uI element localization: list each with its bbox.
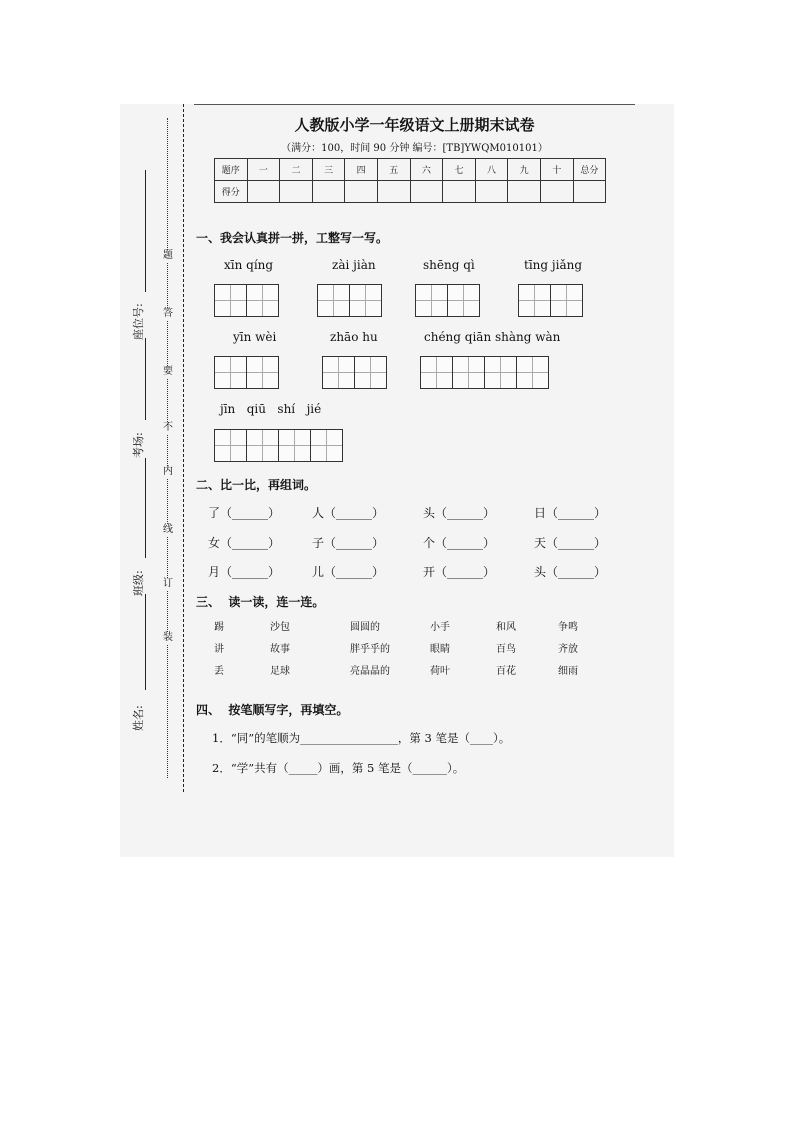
score-input[interactable]	[475, 181, 508, 203]
match-word[interactable]: 百鸟	[496, 644, 516, 655]
compare-item[interactable]: 天（______）	[534, 536, 607, 550]
score-table	[214, 158, 606, 203]
binding-char: 题	[163, 250, 173, 261]
score-input[interactable]	[540, 181, 573, 203]
pinyin-label: zài jiàn	[332, 258, 376, 272]
score-cell: 五	[377, 159, 410, 181]
writing-cell[interactable]	[349, 284, 382, 317]
pinyin-label: chéng qiān shàng wàn	[424, 330, 561, 344]
match-word[interactable]: 丢	[214, 666, 224, 677]
match-word[interactable]: 齐放	[558, 644, 578, 655]
binding-char: 订	[163, 578, 173, 589]
class-label: 班级:	[132, 570, 145, 596]
match-word[interactable]: 和风	[496, 622, 516, 633]
match-word[interactable]: 讲	[214, 644, 224, 655]
question-1[interactable]: 1．“同”的笔顺为_________________，第 3 笔是（____）。	[212, 731, 511, 745]
compare-item[interactable]: 头（______）	[423, 506, 496, 520]
score-input[interactable]	[508, 181, 541, 203]
binding-char: 内	[163, 466, 173, 477]
score-input[interactable]	[377, 181, 410, 203]
writing-cell[interactable]	[317, 284, 350, 317]
top-rule	[194, 104, 635, 105]
score-cell: 七	[443, 159, 476, 181]
match-word[interactable]: 眼睛	[430, 644, 450, 655]
exam-title: 人教版小学一年级语文上册期末试卷	[294, 116, 535, 134]
writing-cell[interactable]	[246, 429, 279, 462]
writing-cell[interactable]	[550, 284, 583, 317]
match-word[interactable]: 小手	[430, 622, 450, 633]
writing-cell[interactable]	[415, 284, 448, 317]
score-input[interactable]	[410, 181, 443, 203]
binding-line	[183, 104, 184, 792]
section2-heading: 二、比一比，再组词。	[196, 478, 317, 492]
name-label: 姓名:	[132, 705, 145, 731]
section4-heading: 四、 按笔顺写字，再填空。	[196, 703, 349, 717]
score-header-row	[215, 159, 606, 181]
score-input[interactable]	[573, 181, 606, 203]
writing-cell[interactable]	[322, 356, 355, 389]
writing-cell[interactable]	[452, 356, 485, 389]
compare-item[interactable]: 日（______）	[534, 506, 607, 520]
pinyin-label: yīn wèi	[233, 330, 277, 344]
score-input[interactable]	[247, 181, 280, 203]
seat-label: 座位号:	[132, 303, 145, 340]
match-word[interactable]: 百花	[496, 666, 516, 677]
writing-cell[interactable]	[484, 356, 517, 389]
room-label: 考场:	[132, 432, 145, 458]
pinyin-label: zhāo hu	[330, 330, 378, 344]
compare-item[interactable]: 了（______）	[208, 506, 281, 520]
binding-dotted-line	[167, 118, 168, 778]
seat-line	[145, 170, 146, 292]
room-line	[145, 338, 146, 420]
writing-cell[interactable]	[447, 284, 480, 317]
writing-cell[interactable]	[214, 284, 247, 317]
binding-char: 不	[163, 422, 173, 433]
match-word[interactable]: 圆圆的	[350, 622, 380, 633]
pinyin-label: jīn qiū shí jié	[220, 402, 322, 416]
match-word[interactable]: 胖乎乎的	[350, 644, 390, 655]
score-cell: 一	[247, 159, 280, 181]
compare-item[interactable]: 头（______）	[534, 565, 607, 579]
score-input[interactable]	[345, 181, 378, 203]
score-cell: 十	[540, 159, 573, 181]
compare-item[interactable]: 个（______）	[423, 536, 496, 550]
writing-cell[interactable]	[310, 429, 343, 462]
score-input[interactable]	[443, 181, 476, 203]
match-word[interactable]: 沙包	[270, 622, 290, 633]
score-row-label: 得分	[215, 181, 248, 203]
match-word[interactable]: 亮晶晶的	[350, 666, 390, 677]
pinyin-label: shēng qì	[423, 258, 475, 272]
pinyin-label: xīn qíng	[224, 258, 274, 272]
writing-cell[interactable]	[420, 356, 453, 389]
writing-cell[interactable]	[278, 429, 311, 462]
section1-heading: 一、我会认真拼一拼，工整写一写。	[196, 231, 389, 245]
pinyin-label: tīng jiǎng	[524, 258, 583, 272]
match-word[interactable]: 细雨	[558, 666, 578, 677]
compare-item[interactable]: 子（______）	[312, 536, 385, 550]
binding-char: 装	[163, 632, 173, 643]
score-cell: 总分	[573, 159, 606, 181]
compare-item[interactable]: 儿（______）	[312, 565, 385, 579]
score-cell: 九	[508, 159, 541, 181]
compare-item[interactable]: 月（______）	[208, 565, 281, 579]
writing-cell[interactable]	[214, 429, 247, 462]
score-cell: 六	[410, 159, 443, 181]
match-word[interactable]: 踢	[214, 622, 224, 633]
score-cell: 三	[312, 159, 345, 181]
name-line	[145, 594, 146, 690]
score-cell: 二	[280, 159, 313, 181]
writing-cell[interactable]	[246, 284, 279, 317]
class-line	[145, 458, 146, 558]
binding-char: 线	[163, 524, 173, 535]
score-input[interactable]	[312, 181, 345, 203]
question-2[interactable]: 2．“学”共有（_____）画，第 5 笔是（______）。	[212, 761, 465, 775]
score-value-row	[215, 181, 606, 203]
match-word[interactable]: 故事	[270, 644, 290, 655]
match-word[interactable]: 足球	[270, 666, 290, 677]
compare-item[interactable]: 女（______）	[208, 536, 281, 550]
score-cell: 四	[345, 159, 378, 181]
binding-char: 答	[163, 308, 173, 319]
score-cell: 八	[475, 159, 508, 181]
writing-cell[interactable]	[518, 284, 551, 317]
writing-cell[interactable]	[516, 356, 549, 389]
match-word[interactable]: 争鸣	[558, 622, 578, 633]
score-input[interactable]	[280, 181, 313, 203]
compare-item[interactable]: 人（______）	[312, 506, 385, 520]
section3-heading: 三、 读一读，连一连。	[196, 595, 325, 609]
compare-item[interactable]: 开（______）	[423, 565, 496, 579]
exam-subtitle: （满分：100，时间 90 分钟 编号：[TB]YWQM010101）	[281, 143, 548, 154]
writing-cell[interactable]	[214, 356, 247, 389]
binding-char: 要	[163, 366, 173, 377]
writing-cell[interactable]	[354, 356, 387, 389]
score-cell: 题序	[215, 159, 248, 181]
writing-cell[interactable]	[246, 356, 279, 389]
match-word[interactable]: 荷叶	[430, 666, 450, 677]
